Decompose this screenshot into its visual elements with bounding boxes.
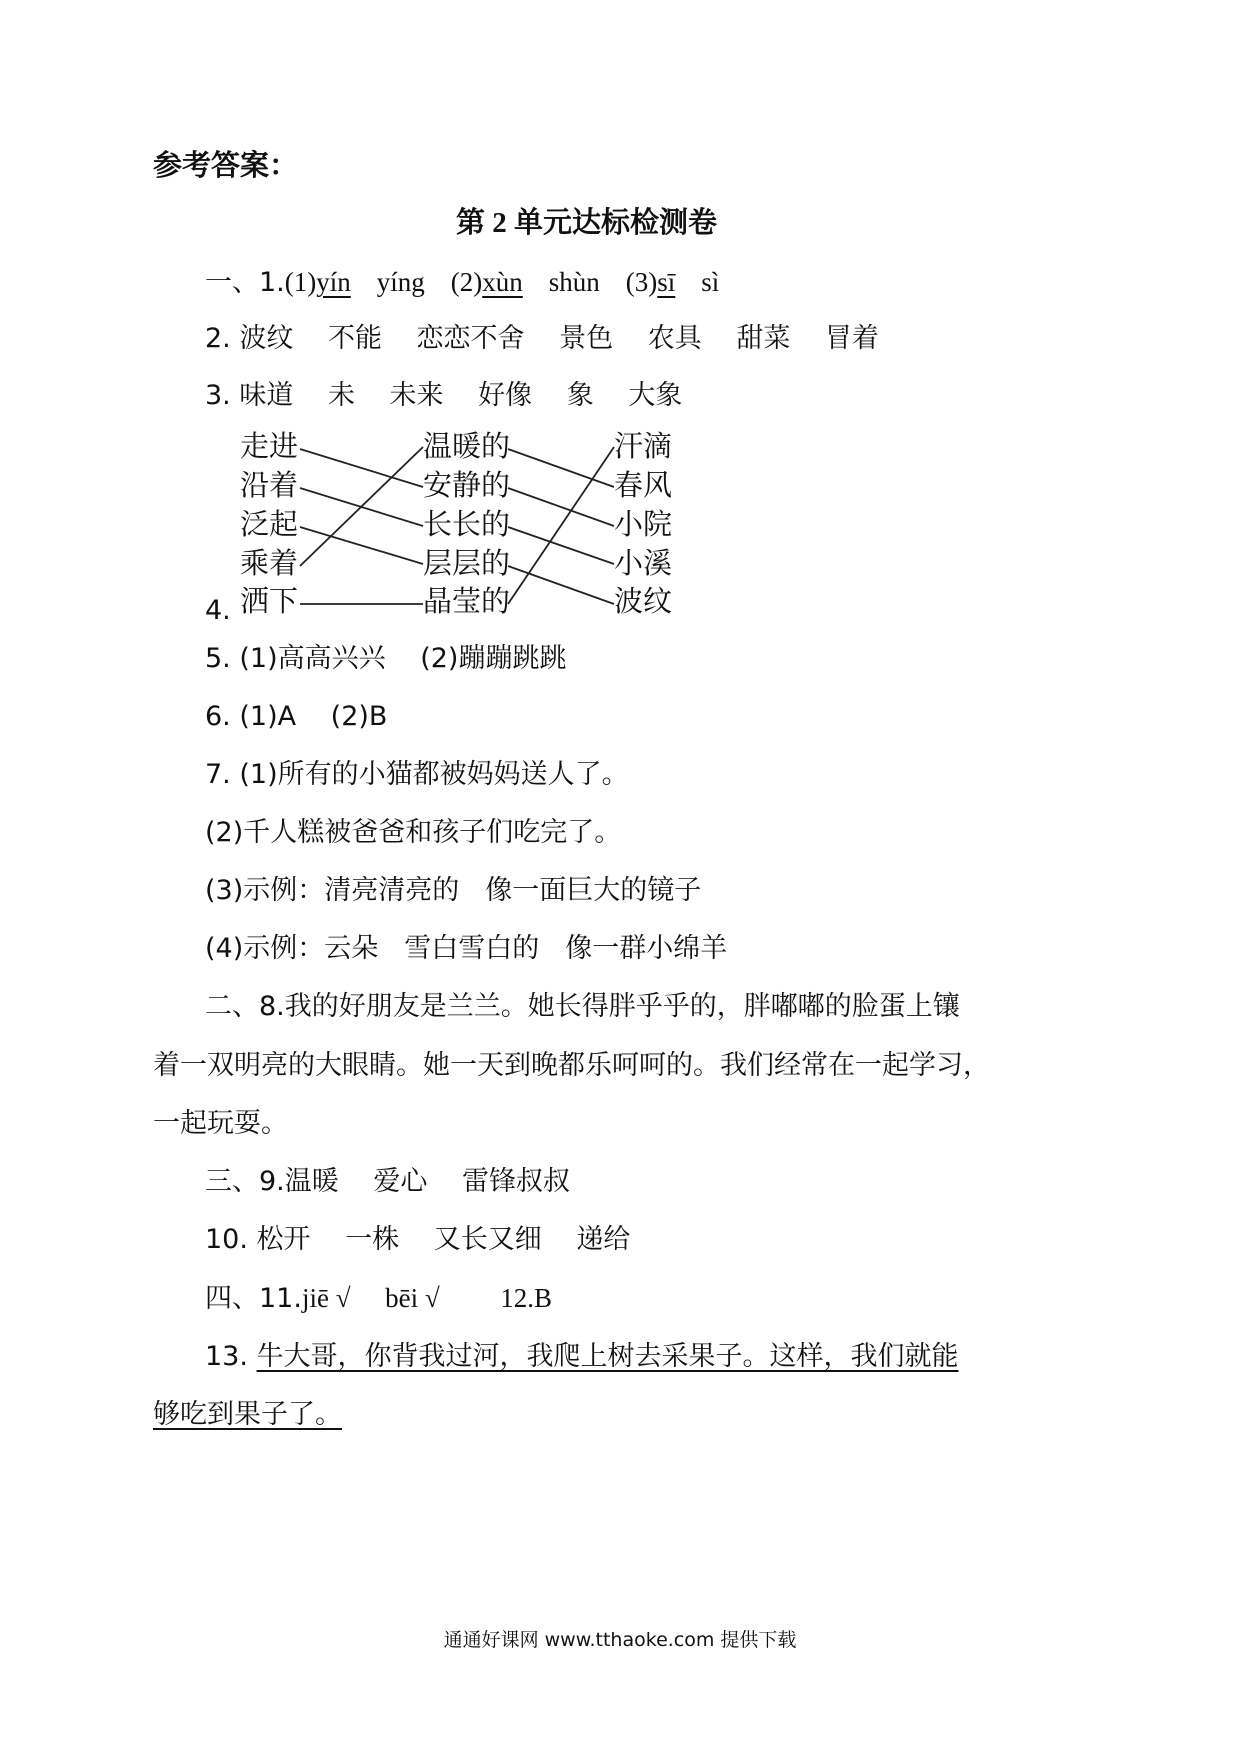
q7-number: 7.	[205, 759, 231, 790]
match-middle-word: 晶莹的	[423, 584, 511, 618]
q11-prefix: 四、11.	[205, 1283, 302, 1314]
q6-number: 6.	[205, 701, 231, 732]
match-line	[508, 566, 614, 604]
match-line	[508, 449, 614, 487]
match-right-word: 小院	[614, 507, 673, 541]
q2-word: 不能	[327, 323, 382, 354]
q6-answer-a: (1)A	[239, 701, 297, 732]
answer-q6	[205, 699, 387, 735]
q7d-part: 雪白雪白的	[404, 933, 540, 964]
q9-word: 雷锋叔叔	[461, 1166, 570, 1197]
match-left-word: 走进	[240, 429, 299, 463]
q2-word: 甜菜	[736, 323, 791, 354]
match-left-word: 泛起	[240, 507, 299, 541]
q1-p1-no: (1)	[284, 267, 317, 297]
match-right-word: 小溪	[614, 546, 673, 580]
match-left-word: 沿着	[240, 468, 299, 502]
q2-word: 恋恋不舍	[416, 323, 525, 354]
q11-answer-a: jiē √	[301, 1283, 351, 1313]
q2-word: 冒着	[824, 323, 879, 354]
q5-answer-b: (2)蹦蹦跳跳	[420, 643, 567, 674]
q1-p1-other: yíng	[376, 267, 425, 297]
test-title: 第 2 单元达标检测卷	[456, 207, 718, 239]
answer-q8-line2: 着一双明亮的大眼睛。她一天到晚都乐呵呵的。我们经常在一起学习，	[153, 1050, 990, 1081]
q3-word: 未来	[389, 380, 444, 411]
answer-q8-line1: 二、8.我的好朋友是兰兰。她长得胖乎乎的，胖嘟嘟的脸蛋上镶	[205, 991, 960, 1022]
match-right-word: 汗滴	[614, 429, 673, 463]
match-middle-word: 温暖的	[423, 429, 511, 463]
q5-answer-a: (1)高高兴兴	[239, 643, 386, 674]
q13-answer-part1: 牛大哥，你背我过河，我爬上树去采果子。这样，我们就能	[256, 1341, 959, 1372]
match-middle-word: 安静的	[423, 468, 511, 502]
q12-answer: 12.B	[500, 1283, 553, 1313]
q4-number: 4.	[205, 595, 231, 626]
q1-p2-answer: xùn	[482, 267, 523, 297]
q2-word: 农具	[647, 323, 702, 354]
q10-word: 递给	[576, 1224, 631, 1255]
match-right-word: 春风	[614, 468, 673, 502]
q3-word: 味道	[239, 380, 294, 411]
q3-word: 未	[327, 380, 355, 411]
match-left-word: 洒下	[240, 584, 299, 618]
match-line	[300, 449, 423, 487]
match-left-word: 乘着	[240, 546, 299, 580]
answer-q9	[205, 1164, 570, 1200]
answer-q11	[205, 1280, 552, 1317]
answer-q7a	[205, 757, 629, 793]
q3-word: 大象	[628, 380, 683, 411]
answer-q8-line3: 一起玩耍。	[153, 1108, 288, 1139]
match-line	[508, 447, 614, 604]
q10-word: 又长又细	[433, 1224, 542, 1255]
answer-q7b: (2)千人糕被爸爸和孩子们吃完了。	[205, 817, 622, 848]
q7c-part: 像一面巨大的镜子	[485, 875, 702, 906]
q1-p3-no: (3)	[625, 267, 658, 297]
q7d-part: 云朵	[324, 933, 379, 964]
q2-word: 波纹	[239, 323, 294, 354]
q7c-label: (3)示例：	[205, 875, 325, 906]
q1-p2-other: shùn	[548, 267, 600, 297]
q6-answer-b: (2)B	[330, 701, 388, 732]
q1-prefix: 一、1.	[205, 267, 285, 298]
q1-p2-no: (2)	[450, 267, 483, 297]
q9-prefix: 三、9.	[205, 1166, 285, 1197]
q3-word: 象	[566, 380, 594, 411]
footer-credit: 通通好课网 www.tthaoke.com 提供下载	[443, 1629, 797, 1651]
match-line	[508, 488, 614, 526]
q5-number: 5.	[205, 643, 231, 674]
q7-answer-a: (1)所有的小猫都被妈妈送人了。	[239, 759, 629, 790]
match-middle-word: 层层的	[423, 546, 511, 580]
q1-p3-answer: sī	[657, 267, 676, 297]
match-middle-word: 长长的	[423, 507, 511, 541]
match-line	[300, 447, 423, 566]
q1-p3-other: sì	[701, 267, 720, 297]
q7c-part: 清亮清亮的	[324, 875, 460, 906]
q3-number: 3.	[205, 380, 231, 411]
answer-q13-line2: 够吃到果子了。	[153, 1399, 342, 1430]
match-line	[300, 527, 423, 564]
q9-word: 温暖	[284, 1166, 339, 1197]
q7d-label: (4)示例：	[205, 933, 325, 964]
q11-answer-b: bēi √	[385, 1283, 440, 1313]
q10-word: 一株	[345, 1224, 400, 1255]
q2-number: 2.	[205, 323, 231, 354]
answer-q7c	[205, 873, 701, 909]
answer-q7d	[205, 931, 727, 967]
answer-q10	[205, 1222, 630, 1258]
q1-p1-answer: yín	[316, 267, 351, 297]
q9-word: 爱心	[373, 1166, 428, 1197]
answer-heading: 参考答案：	[153, 148, 299, 182]
q3-word: 好像	[478, 380, 533, 411]
answer-q5	[205, 641, 566, 677]
q10-number: 10.	[205, 1224, 248, 1255]
match-line	[508, 527, 614, 564]
q2-word: 景色	[559, 323, 614, 354]
q13-number: 13.	[205, 1341, 248, 1372]
q10-word: 松开	[256, 1224, 311, 1255]
match-right-word: 波纹	[614, 584, 673, 618]
q7d-part: 像一群小绵羊	[565, 933, 728, 964]
answer-q13-line1	[205, 1339, 959, 1375]
